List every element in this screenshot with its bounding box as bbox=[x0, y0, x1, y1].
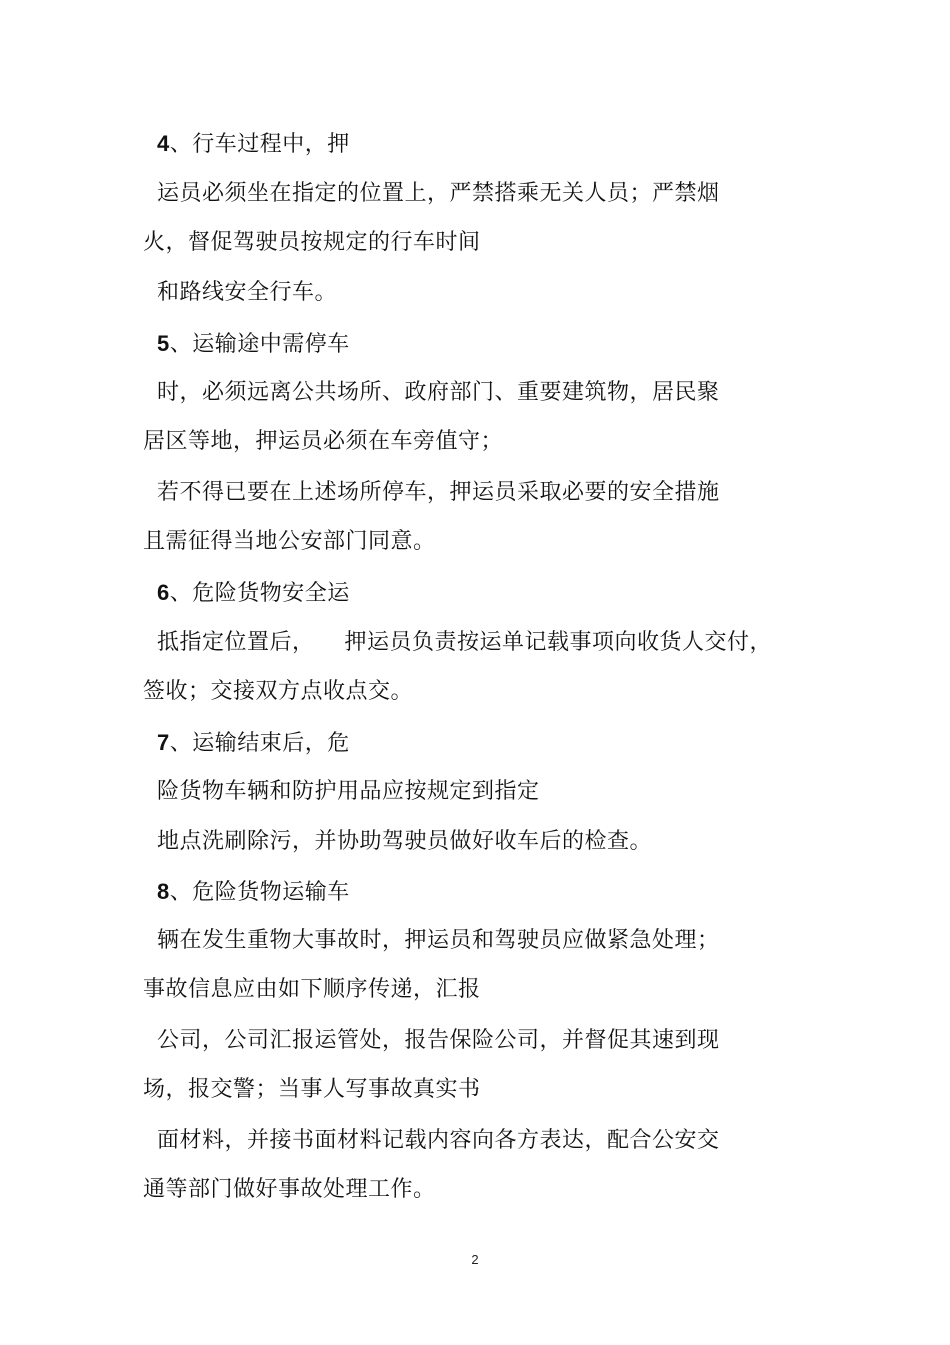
paragraph-line: 若不得已要在上述场所停车，押运员采取必要的安全措施 bbox=[157, 480, 720, 505]
item-heading-text: 、行车过程中，押 bbox=[169, 132, 350, 157]
item-number: 6 bbox=[157, 580, 170, 605]
item-heading-text: 、危险货物安全运 bbox=[169, 581, 350, 606]
item-8-heading bbox=[157, 878, 350, 907]
item-number: 8 bbox=[157, 879, 170, 904]
paragraph-line: 居区等地，押运员必须在车旁值守； bbox=[143, 429, 504, 454]
paragraph-line: 事故信息应由如下顺序传递，汇报 bbox=[143, 977, 481, 1002]
paragraph-line: 通等部门做好事故处理工作。 bbox=[143, 1177, 436, 1202]
paragraph-line: 且需征得当地公安部门同意。 bbox=[143, 529, 436, 554]
item-heading-text: 、运输途中需停车 bbox=[169, 332, 350, 357]
item-7-heading bbox=[157, 729, 350, 758]
item-heading-text: 、运输结束后，危 bbox=[169, 731, 350, 756]
item-4-heading bbox=[157, 130, 350, 159]
paragraph-line: 抵指定位置后， 押运员负责按运单记载事项向收货人交付， bbox=[157, 630, 772, 655]
item-6-heading bbox=[157, 579, 350, 608]
item-number: 4 bbox=[157, 131, 170, 156]
paragraph-line: 运员必须坐在指定的位置上，严禁搭乘无关人员；严禁烟 bbox=[157, 181, 720, 206]
paragraph-line: 地点洗刷除污，并协助驾驶员做好收车后的检查。 bbox=[157, 829, 653, 854]
paragraph-line: 险货物车辆和防护用品应按规定到指定 bbox=[157, 779, 540, 804]
paragraph-line: 和路线安全行车。 bbox=[157, 280, 338, 305]
paragraph-line: 时，必须远离公共场所、政府部门、重要建筑物，居民聚 bbox=[157, 380, 720, 405]
paragraph-line: 火，督促驾驶员按规定的行车时间 bbox=[143, 230, 481, 255]
item-number: 5 bbox=[157, 331, 170, 356]
paragraph-line: 面材料，并接书面材料记载内容向各方表达，配合公安交 bbox=[157, 1128, 720, 1153]
item-number: 7 bbox=[157, 730, 170, 755]
paragraph-line: 公司，公司汇报运管处，报告保险公司，并督促其速到现 bbox=[157, 1028, 720, 1053]
paragraph-line: 签收；交接双方点收点交。 bbox=[143, 679, 414, 704]
paragraph-line: 场，报交警；当事人写事故真实书 bbox=[143, 1077, 481, 1102]
item-heading-text: 、危险货物运输车 bbox=[169, 880, 350, 905]
paragraph-line: 辆在发生重物大事故时，押运员和驾驶员应做紧急处理； bbox=[157, 928, 720, 953]
item-5-heading bbox=[157, 330, 350, 359]
page-number: 2 bbox=[471, 1252, 479, 1267]
